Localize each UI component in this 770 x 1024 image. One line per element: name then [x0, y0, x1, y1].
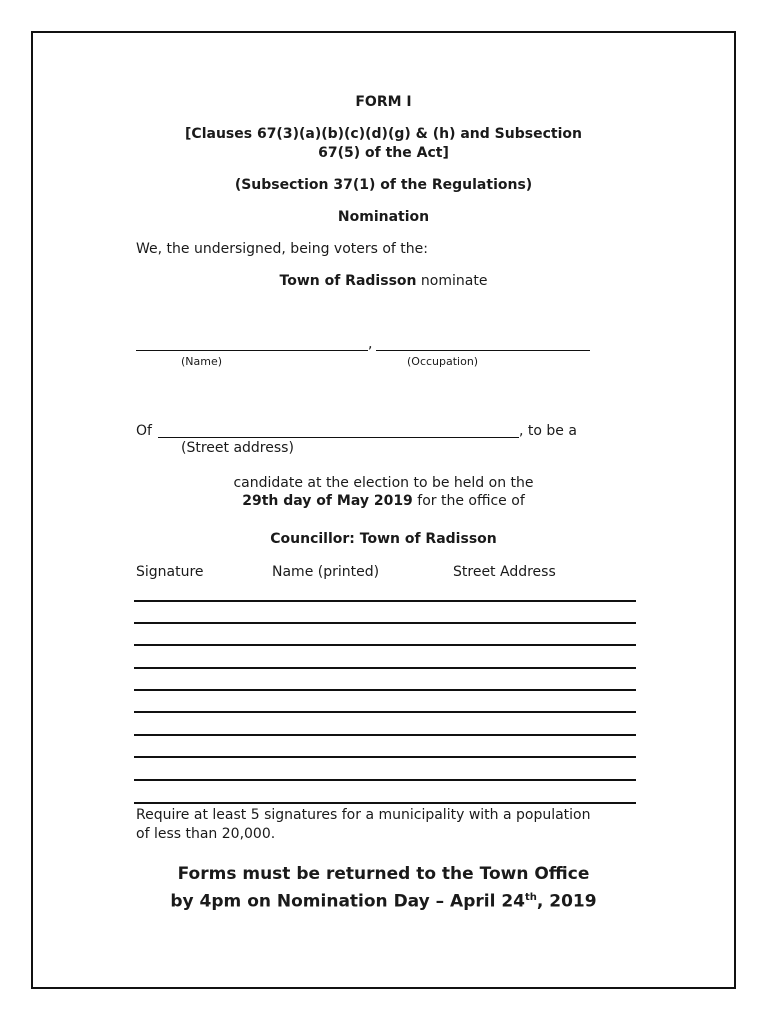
signature-line[interactable]: [134, 756, 636, 758]
footer-line-2-text: by 4pm on Nomination Day – April 24: [170, 891, 525, 912]
street-address-blank[interactable]: [158, 425, 519, 438]
office-intro: for the office of: [412, 493, 525, 509]
comma-separator: ,: [368, 336, 373, 352]
requirement-line-2: of less than 20,000.: [136, 826, 276, 842]
signature-line[interactable]: [134, 644, 636, 646]
footer-superscript: th: [524, 892, 537, 903]
town-name: Town of Radisson: [279, 273, 417, 289]
name-blank[interactable]: [136, 338, 368, 351]
candidate-line: candidate at the election to be held on the: [233, 475, 534, 491]
town-line: [31, 273, 736, 289]
signature-line[interactable]: [134, 802, 636, 804]
signature-line[interactable]: [134, 622, 636, 624]
footer-year: , 2019: [536, 891, 597, 912]
footer-line-2: [31, 886, 736, 914]
clauses-line-2: 67(5) of the Act]: [318, 145, 449, 161]
occupation-blank[interactable]: [376, 338, 590, 351]
signature-line[interactable]: [134, 779, 636, 781]
election-date: 29th day of May 2019: [242, 493, 413, 509]
election-date-line: [31, 493, 736, 509]
signature-line[interactable]: [134, 667, 636, 669]
nomination-heading: Nomination: [337, 209, 430, 225]
column-name-printed: Name (printed): [272, 564, 380, 580]
signature-line[interactable]: [134, 734, 636, 736]
footer-line-1: Forms must be returned to the Town Office: [177, 864, 590, 884]
form-title: FORM I: [355, 94, 412, 110]
town-suffix: nominate: [416, 273, 488, 289]
column-signature: Signature: [136, 564, 204, 580]
column-street-address: Street Address: [453, 564, 556, 580]
street-caption: (Street address): [181, 440, 294, 456]
signature-line[interactable]: [134, 600, 636, 602]
signature-line[interactable]: [134, 689, 636, 691]
subsection-reference: (Subsection 37(1) of the Regulations): [234, 177, 533, 193]
name-caption: (Name): [181, 355, 223, 368]
to-be-a-text: , to be a: [519, 423, 577, 439]
requirement-line-1: Require at least 5 signatures for a municipality with a population: [136, 807, 591, 823]
clauses-line-1: [Clauses 67(3)(a)(b)(c)(d)(g) & (h) and Subsection: [185, 126, 582, 142]
occupation-caption: (Occupation): [407, 355, 479, 368]
office-title: Councillor: Town of Radisson: [270, 531, 497, 547]
signature-line[interactable]: [134, 711, 636, 713]
intro-text: We, the undersigned, being voters of the:: [136, 241, 428, 257]
form-border: [31, 31, 736, 989]
of-label: Of: [136, 423, 152, 439]
